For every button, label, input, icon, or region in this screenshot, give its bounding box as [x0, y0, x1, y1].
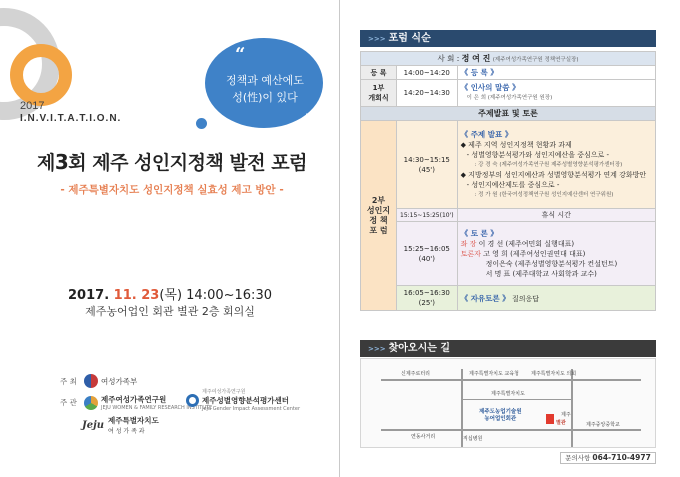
center-logo-icon — [186, 394, 199, 407]
directions-map: 신제주로터리 제주특별자치도 교육청 제주특별자치도 의회 제주특별자치도 연동사거리 직십병원 제주중앙중학교 제주 제주도농업기술원 농어업인회관 별관 — [360, 358, 656, 448]
table-row: 주제발표 및 토론 — [361, 107, 656, 121]
gov-emblem-icon — [84, 374, 98, 388]
venue-label: 제주도농업기술원 농어업인회관 — [479, 409, 522, 422]
open-quote-icon: “ — [235, 44, 246, 65]
table-row: 1부 개회식 14:20~14:30 《 인사의 말씀 》 이 은 희 (제주여성가족연구원 원장) — [361, 80, 656, 107]
table-row — [361, 52, 656, 66]
invitation-label: I.N.V.I.T.A.T.I.O.N. — [20, 113, 122, 124]
year: 2017 — [20, 100, 45, 112]
jeju-row: Jeju 제주특별자치도 여 성 가 족 과 — [82, 416, 159, 435]
center-row: 제주여성가족연구원 제주성별영향분석평가센터 Jeju Gender Impact Assessment Center — [186, 388, 300, 412]
forum-title: 제3회 제주 성인지정책 발전 포럼 — [37, 150, 307, 174]
table-row: 16:05~16:30 (25') 《 자유토론 》 질의응답 — [361, 286, 656, 311]
moderator-cell: 사 회 : 정 여 진 (제주여성가족연구원 정책연구실장) — [361, 52, 656, 66]
section-directions-header: >>> 찾아오시는 길 — [360, 340, 656, 357]
organizer-row: 주 최 여성가족부 — [60, 374, 137, 388]
slogan: 정책과 예산에도 성(性)이 있다 — [226, 74, 304, 104]
jeju-logo-icon: Jeju — [82, 419, 104, 431]
table-row: 15:25~16:05 (40') 《 토 론 》 좌 장 이 경 선 (제주여민회 실행대표) 토론자 고 영 희 (제주여성인권연대 대표) 정이은숙 (제주성별영향분석평가 컨설턴트) 서 명 표 (제주대학교 사회학과 교수) — [361, 222, 656, 286]
orange-ring-decoration — [10, 44, 72, 106]
forum-subtitle: - 제주특별자치도 성인지정책 실효성 제고 방안 - — [60, 184, 284, 196]
section-program-header: >>> 포럼 식순 — [360, 30, 656, 47]
close-quote-icon: ” — [304, 110, 314, 129]
event-datetime: 2017. 11. 23(목) 14:00~16:30 — [68, 288, 272, 303]
host-row: 주 관 제주여성가족연구원 JEJU WOMEN & FAMILY RESEARCH INSTITUTE — [60, 395, 213, 411]
fold-line — [339, 0, 340, 477]
table-row: 등 록 14:00~14:20 《 등 록 》 — [361, 66, 656, 80]
contact-box: 문의사항 064-710-4977 — [560, 452, 656, 464]
bubble-dot — [196, 118, 207, 129]
part2-label: 2부 성인지 정 책 포 럼 — [361, 121, 397, 311]
jri-logo-icon — [84, 396, 98, 410]
table-row: 15:15~15:25(10') 휴식 시간 — [361, 209, 656, 222]
event-venue: 제주농어업인 회관 별관 2층 회의실 — [85, 305, 255, 318]
venue-marker-icon — [546, 414, 554, 424]
program-table — [360, 51, 656, 311]
table-row: 2부 성인지 정 책 포 럼 14:30~15:15 (45') 《 주제 발표 》 ◆ 제주 지역 성인지정책 현황과 과제 - 성별영향분석평가와 성인지예산을 중심으로 - : 강 경 숙 (제주여성가족연구원 제주성별영향분석평가센터장) ◆ 지방정부의 성인지예산과 성별영향분석평가 연계 강화방안 - 성인지예산제도를 중심으로 - : 정 가 원 (한국여성정책연구원 성인지예산센터 연구위원) — [361, 121, 656, 209]
